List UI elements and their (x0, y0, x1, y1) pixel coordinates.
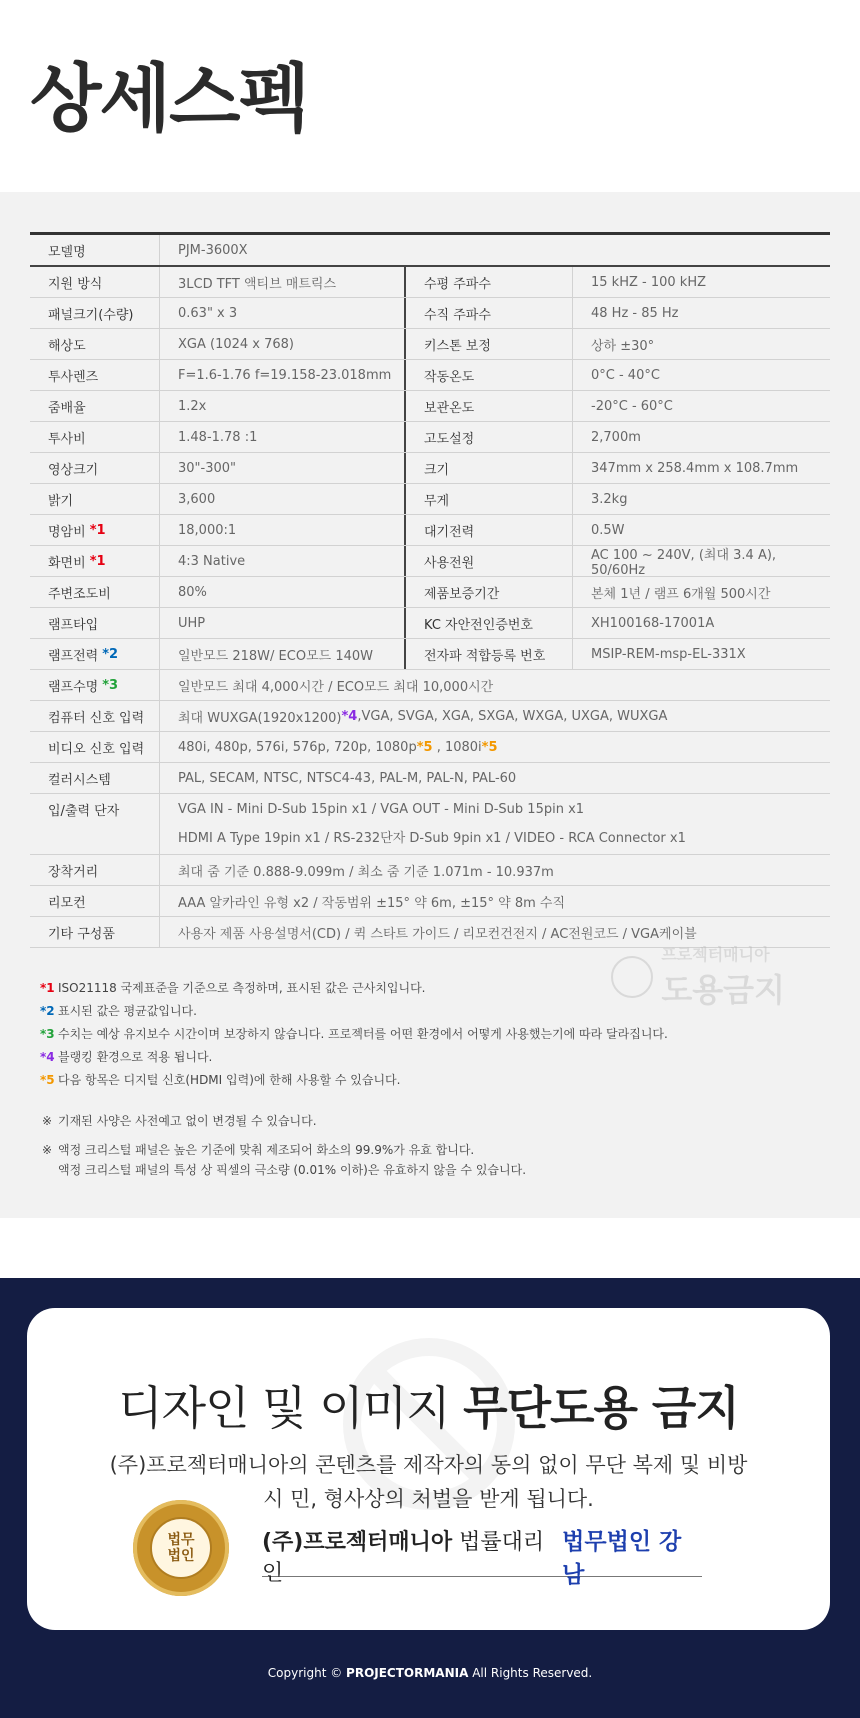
label-text: 램프수명 (48, 679, 99, 695)
spec-value: 3LCD TFT 액티브 매트릭스 (160, 267, 406, 297)
spec-value: PJM-3600X (178, 242, 248, 258)
spec-label: 제품보증기간 (406, 577, 573, 607)
watermark-line2: 도용금지 (661, 971, 785, 1009)
seal-text: 법인 (167, 1548, 195, 1564)
spec-value: 상하 ±30° (591, 338, 655, 354)
section-gap (0, 1218, 860, 1278)
spec-value (160, 794, 830, 854)
spec-value: 0°C - 40°C (591, 367, 660, 383)
spec-label: 모델명 (30, 235, 160, 265)
footnote-mark: *5 (416, 739, 433, 755)
notice-title-bold: 무단도용 금지 (463, 1381, 739, 1435)
spec-value: XGA (1024 x 768) (160, 329, 406, 359)
label-text: 패널크기(수량) (48, 307, 134, 323)
watermark-logo-icon (611, 956, 653, 998)
spec-label: 컴퓨터 신호 입력 (30, 701, 160, 731)
spec-label: 기타 구성품 (30, 917, 160, 947)
spec-label: 고도설정 (406, 422, 573, 452)
label-text: 램프타입 (48, 617, 99, 633)
spec-value: 3,600 (160, 484, 406, 514)
spec-row-split (30, 298, 830, 329)
spec-value: 본체 1년 / 램프 6개월 500시간 (591, 586, 771, 602)
spec-value: -20°C - 60°C (591, 398, 673, 414)
remark-line: 액정 크리스털 패널의 특성 상 픽셀의 극소량 (0.01% 이하)은 유효하지 않을 수 있습니다. (58, 1163, 527, 1177)
spec-label (30, 484, 160, 514)
spec-value: PAL, SECAM, NTSC, NTSC4-43, PAL-M, PAL-N, PAL-60 (178, 770, 517, 786)
spec-label: 작동온도 (406, 360, 573, 390)
spec-value: 일반모드 최대 4,000시간 / ECO모드 최대 10,000시간 (178, 679, 494, 695)
spec-value: 4:3 Native (160, 546, 406, 576)
spec-value: 2,700m (591, 429, 641, 445)
value-text: 최대 WUXGA(1920x1200) (178, 710, 342, 726)
footnote-mark: *3 (40, 1026, 55, 1041)
footnote-item (40, 1068, 860, 1091)
spec-value: 15 kHZ - 100 kHZ (591, 274, 706, 290)
spec-row-split (30, 391, 830, 422)
label-text: 주변조도비 (48, 586, 111, 602)
copyright-pre: Copyright © (267, 1666, 347, 1680)
copyright-post: All Rights Reserved. (468, 1666, 593, 1680)
footnote-mark: *1 (89, 553, 106, 569)
spec-label: KC 자안전인증번호 (406, 608, 573, 638)
spec-label: 사용전원 (406, 546, 573, 576)
spec-label: 장착거리 (30, 855, 160, 885)
spec-value: 18,000:1 (160, 515, 406, 545)
company-name: (주)프로젝터매니아 (262, 1530, 453, 1555)
footnote-text: 다음 항목은 디지털 신호(HDMI 입력)에 한해 사용할 수 있습니다. (58, 1073, 401, 1087)
spec-value: 80% (160, 577, 406, 607)
spec-value: XH100168-17001A (591, 615, 715, 631)
spec-label (30, 515, 160, 545)
law-firm-seal-icon (133, 1500, 229, 1596)
spec-label (30, 298, 160, 328)
spec-row-video-input (30, 732, 830, 763)
copyright-notice-card (27, 1308, 830, 1630)
footnote-text: ISO21118 국제표준을 기준으로 측정하며, 표시된 값은 근사치입니다. (58, 981, 426, 995)
spec-row-split (30, 577, 830, 608)
spec-split-rows (30, 267, 830, 670)
copyright-brand: PROJECTORMANIA (346, 1666, 469, 1680)
spec-label (30, 267, 160, 297)
footnote-mark: *3 (102, 677, 119, 693)
spec-row-split (30, 515, 830, 546)
seal-inner (150, 1517, 212, 1579)
spec-label: 보관온도 (406, 391, 573, 421)
spec-label: 수평 주파수 (406, 267, 573, 297)
spec-value: 0.63" x 3 (160, 298, 406, 328)
copyright (0, 1666, 860, 1680)
spec-label: 리모컨 (30, 886, 160, 916)
spec-value: 0.5W (591, 522, 625, 538)
footnote-mark: *1 (40, 980, 55, 995)
legal-agent (262, 1525, 562, 1587)
spec-value: 3.2kg (591, 491, 628, 507)
footnote-mark: *4 (40, 1049, 55, 1064)
notice-description: (주)프로젝터매니아의 콘텐츠를 제작자의 동의 없이 무단 복제 및 비방 시 민, 형사상의 처벌을 받게 됩니다. (109, 1453, 748, 1511)
footnote-mark: *4 (341, 708, 358, 724)
spec-row-split (30, 639, 830, 670)
spec-value: 1.48-1.78 :1 (160, 422, 406, 452)
remark-line: 액정 크리스털 패널은 높은 기준에 맞춰 제조되어 화소의 99.9%가 유효 합니다. (58, 1143, 475, 1157)
label-text: 지원 방식 (48, 276, 103, 292)
spec-row-split (30, 329, 830, 360)
footnote-text: 블랭킹 환경으로 적용 됩니다. (58, 1050, 213, 1064)
label-text: 줌배율 (48, 400, 86, 416)
spec-label (30, 453, 160, 483)
agent-role: 법률대리인 (262, 1530, 545, 1586)
label-text: 밝기 (48, 493, 74, 509)
label-text: 화면비 (48, 555, 86, 571)
notice-title (27, 1372, 830, 1438)
footnote-item (40, 1022, 860, 1045)
spec-label: 무게 (406, 484, 573, 514)
footnote-mark: *2 (40, 1003, 55, 1018)
footnote-text: 표시된 값은 평균값입니다. (58, 1004, 197, 1018)
footnote-mark: *5 (40, 1072, 55, 1087)
spec-label (30, 391, 160, 421)
spec-row-split (30, 422, 830, 453)
label-text: 램프전력 (48, 648, 99, 664)
spec-value: F=1.6-1.76 f=19.158-23.018mm (160, 360, 406, 390)
label-text: 해상도 (48, 338, 86, 354)
spec-row-split (30, 267, 830, 298)
spec-value: 48 Hz - 85 Hz (591, 305, 679, 321)
footnote-mark: *2 (102, 646, 119, 662)
legal-agent-line (262, 1528, 702, 1588)
spec-row-model (30, 235, 830, 267)
spec-label (30, 329, 160, 359)
spec-label (30, 546, 160, 576)
spec-label (30, 639, 160, 669)
footnote-mark: *1 (89, 522, 106, 538)
spec-label: 수직 주파수 (406, 298, 573, 328)
spec-label: 컬러시스템 (30, 763, 160, 793)
watermark (611, 942, 785, 1011)
remark-body (58, 1111, 317, 1131)
footnote-text: 수치는 예상 유지보수 시간이며 보장하지 않습니다. 프로젝터를 어떤 환경에서 어떻게 사용했는기에 따라 달라집니다. (58, 1027, 668, 1041)
spec-label (30, 608, 160, 638)
label-text: 영상크기 (48, 462, 99, 478)
spec-label: 전자파 적합등록 번호 (406, 639, 573, 669)
spec-value: 최대 줌 기준 0.888-9.099m / 최소 줌 기준 1.071m - 10.937m (178, 864, 554, 880)
spec-value: MSIP-REM-msp-EL-331X (591, 646, 746, 662)
spec-section (0, 192, 860, 1218)
footnote-mark: *5 (481, 739, 498, 755)
remark-line: 기재된 사양은 사전예고 없이 변경될 수 있습니다. (58, 1114, 317, 1128)
spec-row-lamp-life (30, 670, 830, 701)
label-text: 명암비 (48, 524, 86, 540)
seal-text: 법무 (167, 1532, 195, 1548)
spec-row-color-system (30, 763, 830, 794)
spec-value: 사용자 제품 사용설명서(CD) / 퀵 스타트 가이드 / 리모컨건전지 / AC전원코드 / VGA케이블 (178, 926, 697, 942)
reference-mark: ※ (42, 1143, 53, 1157)
remark-item (42, 1111, 860, 1131)
spec-table (30, 232, 830, 948)
spec-label (30, 360, 160, 390)
spec-label: 크기 (406, 453, 573, 483)
spec-label: 비디오 신호 입력 (30, 732, 160, 762)
value-text: ,VGA, SVGA, XGA, SXGA, WXGA, UXGA, WUXGA (357, 708, 668, 724)
spec-row-install-distance (30, 855, 830, 886)
value-line: HDMI A Type 19pin x1 / RS-232단자 D-Sub 9pin x1 / VIDEO - RCA Connector x1 (178, 831, 686, 846)
spec-value (160, 701, 830, 731)
spec-value: 347mm x 258.4mm x 108.7mm (591, 460, 799, 476)
watermark-text (661, 942, 785, 1011)
reference-mark: ※ (42, 1114, 53, 1128)
spec-row-split (30, 546, 830, 577)
law-firm-name: 법무법인 강남 (562, 1528, 682, 1588)
value-text: , 1080i (432, 739, 482, 755)
spec-row-remote (30, 886, 830, 917)
spec-row-io-ports (30, 794, 830, 855)
spec-label: 키스톤 보정 (406, 329, 573, 359)
spec-value: 30"-300" (160, 453, 406, 483)
spec-value: UHP (160, 608, 406, 638)
spec-row-split (30, 608, 830, 639)
spec-label: 대기전력 (406, 515, 573, 545)
spec-label: 입/출력 단자 (30, 794, 160, 854)
spec-value (160, 732, 830, 762)
spec-label (30, 670, 160, 700)
spec-row-split (30, 360, 830, 391)
spec-value: 1.2x (160, 391, 406, 421)
spec-value: AC 100 ~ 240V, (최대 3.4 A), 50/60Hz (591, 548, 777, 578)
spec-row-computer-input (30, 701, 830, 732)
page-title: 상세스펙 (30, 56, 308, 142)
footnote-item (40, 1045, 860, 1068)
spec-label (30, 577, 160, 607)
spec-value: AAA 알카라인 유형 x2 / 작동범위 ±15° 약 6m, ±15° 약 8m 수직 (178, 895, 566, 911)
spec-label (30, 422, 160, 452)
value-line: VGA IN - Mini D-Sub 15pin x1 / VGA OUT - Mini D-Sub 15pin x1 (178, 802, 585, 817)
watermark-line1: 프로젝터매니아 (661, 945, 770, 964)
spec-row-split (30, 484, 830, 515)
remark-item (42, 1140, 860, 1180)
notice-title-normal: 디자인 및 이미지 (118, 1381, 464, 1435)
spec-value: 일반모드 218W/ ECO모드 140W (160, 639, 406, 669)
footer (0, 1278, 860, 1718)
spec-row-split (30, 453, 830, 484)
label-text: 투사비 (48, 431, 86, 447)
title-section (0, 0, 860, 192)
remark-body (58, 1140, 526, 1180)
remarks (42, 1111, 860, 1180)
value-text: 480i, 480p, 576i, 576p, 720p, 1080p (178, 739, 417, 755)
label-text: 투사렌즈 (48, 369, 99, 385)
